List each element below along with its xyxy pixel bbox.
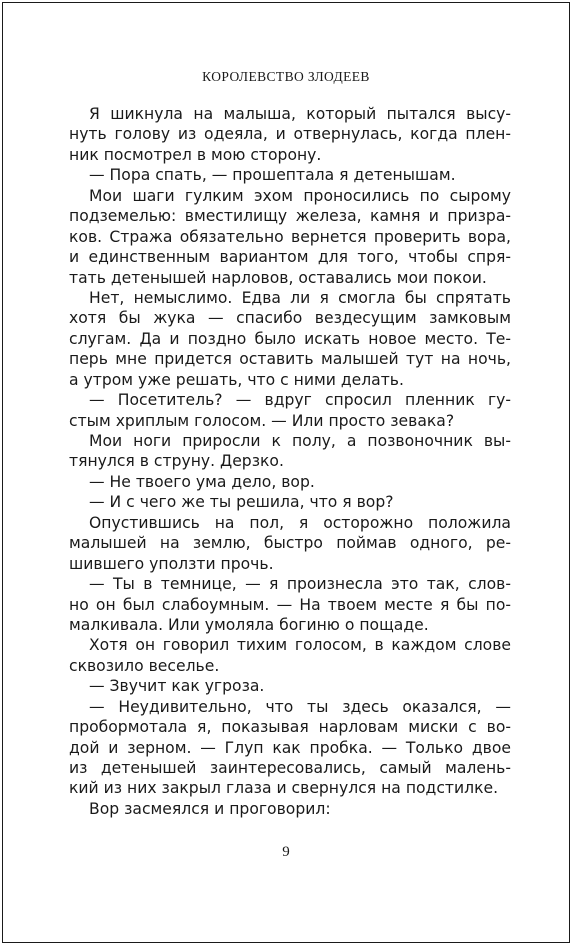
text-line: тать детенышей нарловов, оставались мои покои. (69, 268, 487, 287)
paragraph (69, 390, 511, 431)
text-line: — И с чего же ты решила, что я вор? (89, 493, 394, 512)
text-line: малышей на землю, быстро поймав одного, ре- (69, 534, 511, 553)
paragraph (69, 104, 511, 165)
paragraph (69, 697, 511, 799)
book-page (2, 2, 570, 943)
paragraph (69, 635, 511, 676)
paragraph (69, 288, 511, 390)
text-line: кий из них закрыл глаза и свернулся на подстилке. (69, 779, 499, 798)
text-line: дой и зерном. — Глуп как пробка. — Только двое (69, 738, 511, 757)
text-line: — Пора спать, — прошептала я детенышам. (89, 166, 456, 185)
text-line: сквозило веселье. (69, 656, 220, 675)
paragraph (69, 676, 511, 696)
text-line: Мои ноги приросли к полу, а позвоночник вы- (89, 432, 511, 450)
text-line: нуть голову из одеяла, и отвернулась, когда плен- (69, 125, 511, 144)
running-header: КОРОЛЕВСТВО ЗЛОДЕЕВ (202, 69, 370, 84)
text-line: шившего уползти прочь. (69, 554, 274, 573)
text-line: — Не твоего ума дело, вор. (89, 472, 315, 491)
text-line: — Неудивительно, что ты здесь оказался, — (89, 697, 511, 716)
paragraph (69, 165, 511, 185)
paragraph (69, 799, 511, 819)
text-line: а утром уже решать, что с ними делать. (69, 370, 404, 389)
paragraph (69, 186, 511, 288)
text-line: — Звучит как угроза. (89, 677, 265, 696)
text-line: ков. Стража обязательно вернется проверить вора, (69, 227, 511, 246)
page-number: 9 (282, 844, 290, 860)
text-line: пробормотала я, показывая нарловам миски с во- (69, 718, 511, 737)
text-line: Нет, немыслимо. Едва ли я смогла бы спрятать (89, 288, 511, 307)
paragraph (69, 472, 511, 492)
text-line: подземелью: вместилищу железа, камня и призра- (69, 207, 511, 226)
paragraph (69, 492, 511, 512)
text-line: слугам. Да и поздно было искать новое место. Те- (69, 329, 511, 348)
text-line: Хотя он говорил тихим голосом, в каждом слове (89, 636, 511, 655)
text-line: — Посетитель? — вдруг спросил пленник гу- (89, 391, 511, 410)
paragraph (69, 431, 511, 472)
text-line: Опустившись на пол, я осторожно положила (89, 513, 511, 532)
text-line: и единственным вариантом для того, чтобы спря- (69, 248, 511, 267)
paragraph (69, 513, 511, 574)
text-line: перь мне придется оставить малышей тут на ночь, (69, 350, 511, 369)
text-line: но он был слабоумным. — На твоем месте я бы по- (69, 595, 511, 614)
text-line: из детенышей заинтересовались, самый малень- (69, 759, 511, 777)
text-line: тянулся в струну. Дерзко. (69, 452, 284, 471)
body-text (69, 104, 511, 819)
text-line: — Ты в темнице, — я произнесла это так, слов- (89, 575, 511, 594)
text-line: ник посмотрел в мою сторону. (69, 145, 322, 164)
text-line: хотя бы жука — спасибо вездесущим замковым (69, 309, 511, 328)
text-line: Я шикнула на малыша, который пытался высу- (89, 105, 511, 123)
text-line: Вор засмеялся и проговорил: (89, 799, 331, 818)
text-line: малкивала. Или умоляла богиню о пощаде. (69, 615, 429, 634)
paragraph (69, 574, 511, 635)
text-line: Мои шаги гулким эхом проносились по сырому (89, 186, 511, 205)
text-line: стым хриплым голосом. — Или просто зевака? (69, 411, 455, 430)
